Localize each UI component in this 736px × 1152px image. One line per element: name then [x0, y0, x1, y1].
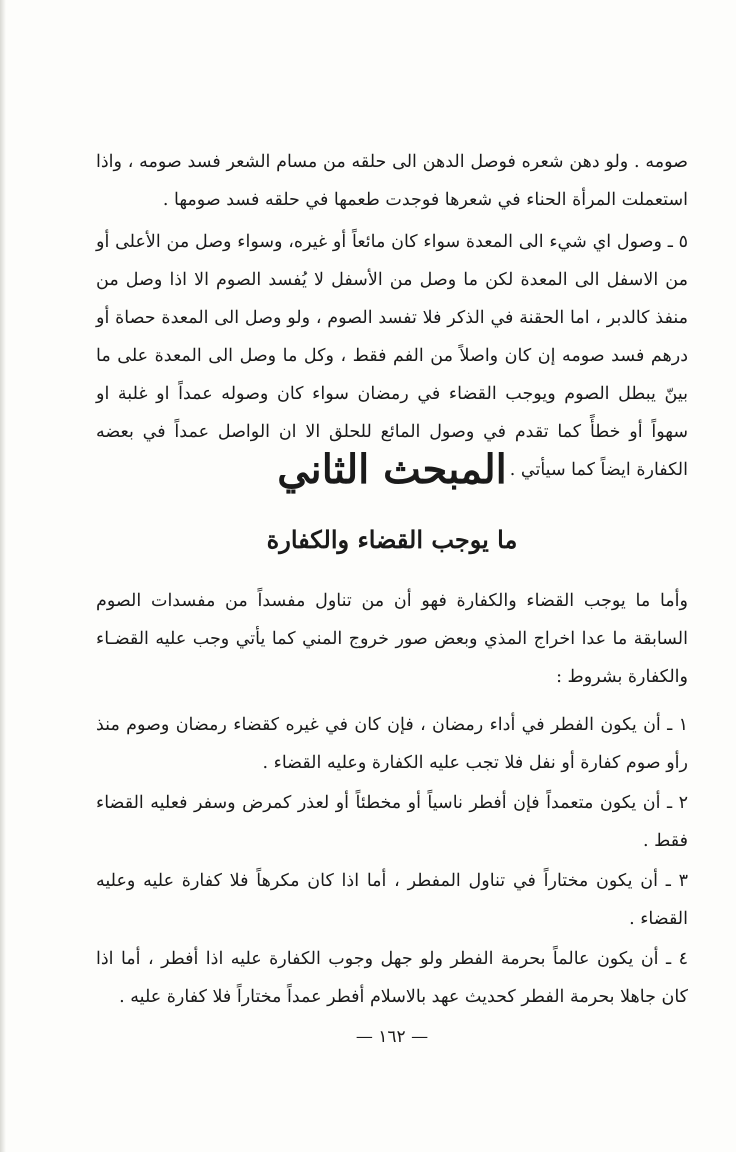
condition-item-4: ٤ ـ أن يكون عالماً بحرمة الفطر ولو جهل وجوب الكفارة عليه اذا أفطر ، أما اذا كان جاهلا بحرمة الفطر كحديث عهد بالاسلام أفطر عمداً مختاراً فلا كفارة عليه .	[96, 949, 688, 1007]
section-heading: المبحث الثاني	[277, 446, 507, 493]
paragraph-reaching-stomach: ٥ ـ وصول اي شيء الى المعدة سواء كان مائعاً أو غيره، وسواء وصل من الأعلى أو من الاسفل الى المعدة لكن ما وصل من الأسفل لا يُفسد الصوم الا اذا وصل من منفذ كالدبر ، اما الحقنة في الذكر فلا تفسد الصوم ، ولو وصل الى المعدة حصاة أو درهم فسد صومه إن كان واصلاً من الفم فقط ، وكل ما وصل الى المعدة على ما بينّ يبطل الصوم ويوجب القضاء في رمضان سواء كان وصوله عمداً او غلبة او سهواً أو خطأً كما تقدم في وصول المائع للحلق الا ان الواصل عمداً في بعضه الكفارة ايضاً كما سيأتي .	[96, 232, 688, 480]
paragraph-fasting-hair-oil: صومه . ولو دهن شعره فوصل الدهن الى حلقه من مسام الشعر فسد صومه ، واذا استعملت المرأة الحناء في شعرها فوجدت طعمها في حلقه فسد صومها .	[96, 152, 688, 210]
condition-item-3: ٣ ـ أن يكون مختاراً في تناول المفطر ، أما اذا كان مكرهاً فلا كفارة عليه وعليه القضاء .	[96, 871, 688, 929]
paragraph-intro-kaffara: وأما ما يوجب القضاء والكفارة فهو أن من تناول مفسداً من مفسدات الصوم السابقة ما عدا اخراج المذي وبعض صور خروج المني كما يأتي وجب عليه القضـاء والكفارة بشروط :	[96, 591, 688, 687]
condition-item-1: ١ ـ أن يكون الفطر في أداء رمضان ، فإن كان في غيره كقضاء رمضان وصوم منذ رأو صوم كفارة أو نفل فلا تجب عليه الكفارة وعليه القضاء .	[96, 715, 688, 773]
section-subheading: ما يوجب القضاء والكفارة	[266, 525, 518, 554]
condition-item-2: ٢ ـ أن يكون متعمداً فإن أفطر ناسياً أو مخطئاً أو لعذر كمرض وسفر فعليه القضاء فقط .	[96, 793, 688, 851]
page-number: — ١٦٢ —	[355, 1027, 429, 1047]
